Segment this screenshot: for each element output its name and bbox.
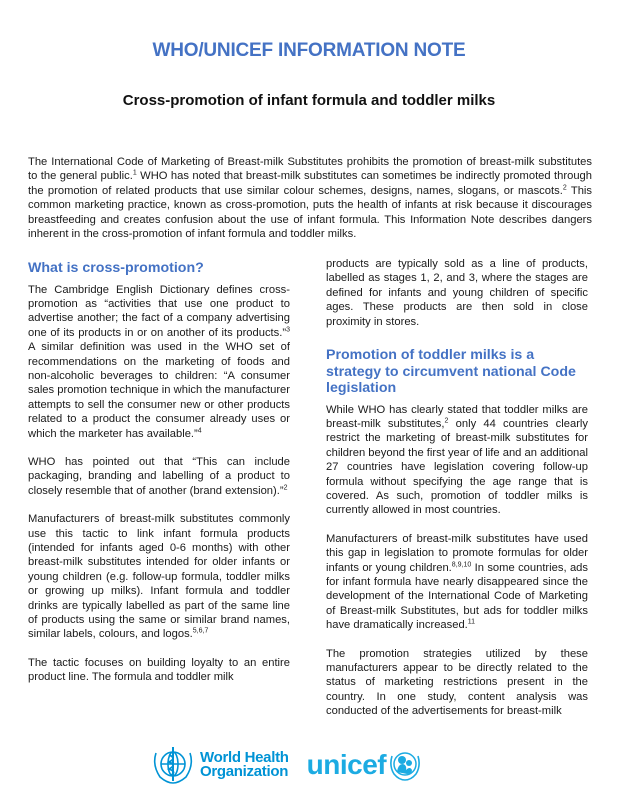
footnote-ref: 2 [562, 184, 567, 192]
paragraph-text: Manufacturers of breast-milk substitutes commonly use this tactic to link infant formula products (intended for infants aged 0-6 months) with other breast-milk substitutes intended for older infants or young children (e.g. follow-up formula, toddler milks or growing up milks). Infant formula and toddler drinks are typically labelled as part of the same line of products using the same or similar brand names, similar labels, colours, and logos. [28, 513, 290, 641]
who-wordmark [200, 751, 289, 779]
paragraph-text: A similar definition was used in the WHO set of recommendations on the marketing of foods and non-alcoholic beverages to children: “A consumer sales promotion technique in which the manufacturer attempts to sell the consumer new or other products related to a product the consumer already uses or which the marketer has available.” [28, 341, 290, 440]
paragraph-loyalty [28, 656, 290, 685]
document-subtitle: Cross-promotion of infant formula and toddler milks [122, 92, 496, 109]
intro-text-3: This common marketing practice, known as cross-promotion, puts the health of infants at risk because it discourages breastfeeding and creates confusion about the use of infant formula. This Information Note describes dangers inherent in the cross-promotion of infant formula and toddler milks. [28, 184, 593, 241]
section-heading-toddler-milks: Promotion of toddler milks is a strategy to circumvent national Code legislation [326, 347, 576, 397]
footnote-ref: 11 [467, 618, 476, 626]
paragraph-text: The promotion strategies utilized by these manufacturers appear to be directly related to the status of marketing restrictions present in the country. In one study, content analysis was conducted of the advertisements for breast-milk [326, 647, 588, 718]
paragraph-legislation [326, 403, 588, 518]
paragraph-text: In some countries, ads for infant formula have nearly disappeared since the development of the International Code of Marketing of Breast-milk Substitutes, but ads for toddler milks have dramatically increased. [326, 561, 588, 632]
footer-logos [150, 740, 470, 790]
who-wordmark-line1: World Health [200, 749, 289, 766]
footnote-ref: 2 [283, 484, 288, 492]
who-emblem-icon [150, 743, 196, 787]
footnote-ref: 8,9,10 [451, 560, 472, 568]
footnote-ref: 1 [132, 169, 137, 177]
paragraph-definition [28, 283, 290, 441]
paragraph-text: The Cambridge English Dictionary defines cross-promotion as “activities that use one product to advertise another; the fact of a company advertising one of its products in or on another of its products.” [28, 283, 290, 339]
paragraph-text: The tactic focuses on building loyalty to an entire product line. The formula and toddler milk [28, 656, 290, 684]
paragraph-text: products are typically sold as a line of products, labelled as stages 1, 2, and 3, where the stages are defined for infants and young children of specific ages. These products are then sold in close proximity in stores. [326, 258, 588, 328]
paragraph-strategies [326, 647, 588, 719]
document-title: WHO/UNICEF INFORMATION NOTE [152, 40, 466, 61]
paragraph-product-line [326, 257, 588, 329]
footnote-ref: 2 [444, 417, 449, 425]
intro-text-2: WHO has noted that breast-milk substitutes can sometimes be indirectly promoted through the promotion of related products that use similar colour schemes, designs, names, slogans, or mascots. [28, 170, 592, 197]
left-column [28, 260, 290, 685]
who-logo [150, 743, 289, 787]
paragraph-text: only 44 countries clearly restrict the marketing of breast-milk substitutes for children beyond the first year of life and an additional 27 countries have legislation covering follow-up formula without specifying the age range that is covered. As such, promotion of toddler milks is currently allowed in most countries. [326, 417, 588, 517]
footnote-ref: 4 [197, 426, 202, 434]
intro-text-1: The International Code of Marketing of Breast-milk Substitutes prohibits the promotion of breast-milk substitutes to the general public. [28, 156, 592, 183]
right-column [326, 257, 588, 719]
footnote-ref: 3 [286, 325, 290, 333]
unicef-emblem-icon [388, 748, 422, 782]
paragraph-brand-extension [28, 455, 290, 498]
paragraph-gap [326, 532, 588, 633]
paragraph-text: WHO has pointed out that “This can include packaging, branding and labelling of a product to closely resemble that of another (brand extension).” [28, 455, 290, 497]
paragraph-text: While WHO has clearly stated that toddler milks are breast-milk substitutes, [326, 403, 588, 430]
unicef-logo [307, 748, 422, 782]
section-heading-what-is-cross-promotion: What is cross-promotion? [28, 260, 204, 276]
paragraph-text: Manufacturers of breast-milk substitutes have used this gap in legislation to promote formulas for older infants or young children. [326, 532, 588, 574]
footnote-ref: 5,6,7 [192, 627, 209, 635]
intro-paragraph [28, 155, 592, 241]
unicef-wordmark: unicef [306, 749, 387, 780]
who-wordmark-line2: Organization [200, 763, 289, 780]
paragraph-manufacturers [28, 512, 290, 642]
